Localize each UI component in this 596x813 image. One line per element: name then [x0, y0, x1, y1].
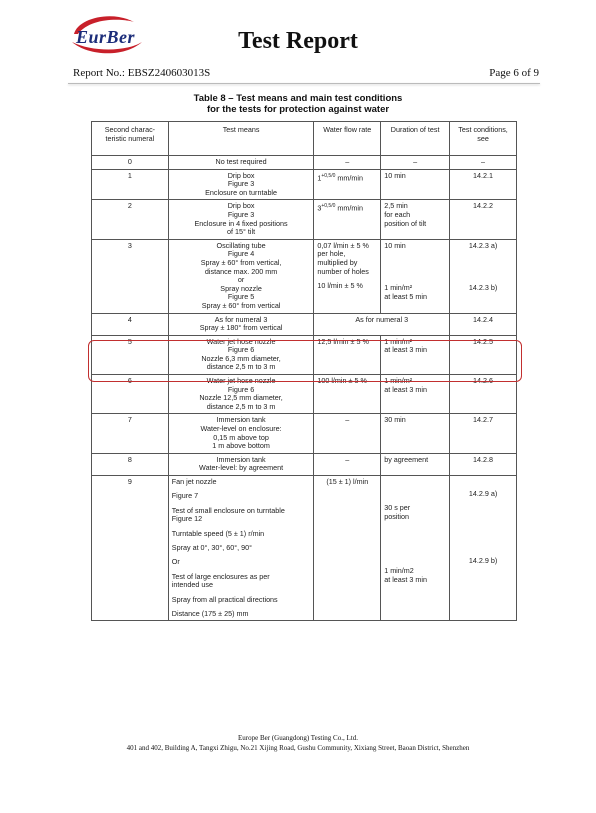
- header-divider: [68, 83, 540, 84]
- footer-address: 401 and 402, Building A, Tangxi Zhigu, No.21 Xijing Road, Gushu Community, Xixiang Street, Baoan District, Shenzhen: [126, 744, 470, 752]
- table-row: 0 No test required – – –: [92, 156, 517, 170]
- table-row: 6 Water jet hose nozzle Figure 6 Nozzle 12,5 mm diameter, distance 2,5 m to 3 m 100 l/min ± 5 % 1 min/m² at least 3 min 14.2.6: [92, 375, 517, 414]
- table-row: 5 Water jet hose nozzle Figure 6 Nozzle 6,3 mm diameter, distance 2,5 m to 3 m 12,5 l/min ± 5 % 1 min/m² at least 3 min 14.2.5: [92, 335, 517, 374]
- header-conditions: Test conditions, see: [450, 122, 517, 156]
- report-number: Report No.: EBSZ240603013S: [73, 67, 211, 79]
- row-5-highlight-box: [88, 340, 522, 382]
- table-row: 3 Oscillating tube Figure 4 Spray ± 60° from vertical, distance max. 200 mm or Spray nozzle Figure 5 Spray ± 60° from vertical 0,07 l/min ± 5 % per hole, multiplied by number of holes 10 l/min ± 5 % 10 min 1 min/m² at least 5 min 14.2.3 a) 14.2.3 b): [92, 239, 517, 313]
- table-row: 7 Immersion tank Water-level on enclosure: 0,15 m above top 1 m above bottom – 30 min 14.2.7: [92, 414, 517, 453]
- header-flow: Water flow rate: [314, 122, 381, 156]
- table-row: 4 As for numeral 3 Spray ± 180° from vertical As for numeral 3 14.2.4: [92, 313, 517, 335]
- table-caption: Table 8 – Test means and main test conditions for the tests for protection against water: [193, 93, 403, 115]
- page-number: Page 6 of 9: [489, 67, 539, 79]
- table-row: 8 Immersion tank Water-level: by agreement – by agreement 14.2.8: [92, 453, 517, 475]
- table-header-row: [92, 122, 517, 156]
- header-duration: Duration of test: [381, 122, 450, 156]
- header-means: Test means: [168, 122, 314, 156]
- header-numeral: Second charac-teristic numeral: [92, 122, 169, 156]
- logo-wordmark: EurBer: [76, 27, 136, 47]
- table-row: 9 Fan jet nozzle Figure 7 Test of small enclosure on turntable Figure 12 Turntable speed (5 ± 1) r/min Spray at 0°, 30°, 60°, 90° Or Test of large enclosures as per intended use Spray from all practical directions Distance (175 ± 25) mm (15 ± 1) l/min 30 s per position 1 min/m2 at least 3 min 14.2.9 a) 14.2.9 b): [92, 476, 517, 621]
- footer-company: Europe Ber (Guangdong) Testing Co., Ltd.: [238, 734, 358, 742]
- table-row: 2 Drip box Figure 3 Enclosure in 4 fixed positions of 15° tilt $3^{+0,5/0}$ mm/min 2,5 min for each position of tilt 14.2.2: [92, 200, 517, 239]
- table-row: 1 Drip box Figure 3 Enclosure on turntable $1^{+0,5/0}$ mm/min 10 min 14.2.1: [92, 169, 517, 200]
- page-title: Test Report: [238, 28, 358, 54]
